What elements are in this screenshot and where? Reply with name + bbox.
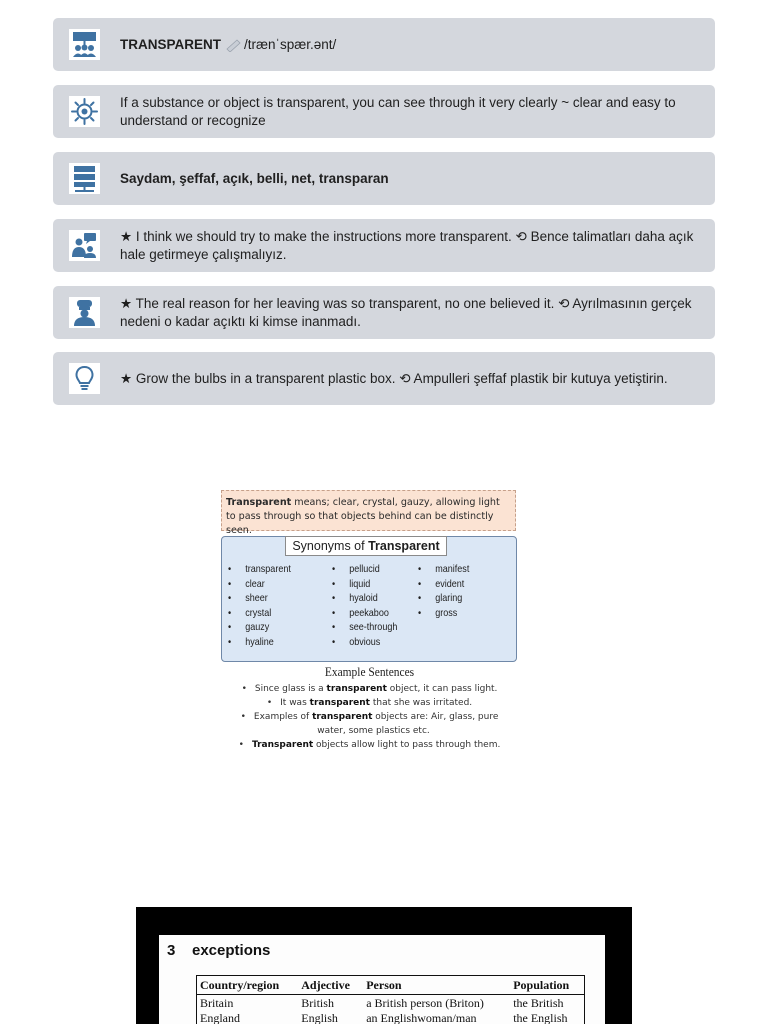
server-stack-icon [69,163,100,194]
synonym-item: • peekaboo [332,606,397,621]
table-cell: a British person (Briton) [366,996,484,1010]
table-scan [136,907,632,1024]
examples-title: Example Sentences [324,664,415,679]
example-card-2 [53,286,715,339]
definition-card [53,85,715,138]
chef-icon [69,297,100,328]
table-body [197,995,585,1024]
nationality-table [196,975,585,1024]
synonym-item: • hyaline [228,635,291,650]
example-line [221,696,518,710]
example-text: water, some plastics etc. [317,726,430,736]
highlighted-word: transparent [326,684,387,694]
column-header: Adjective [298,976,363,995]
table-cell: Britain [197,995,299,1011]
example-text: Examples of [253,712,313,722]
translation-text: Saydam, şeffaf, açık, belli, net, transparan [120,170,389,186]
table-cell: British [301,996,334,1010]
example-line [221,710,518,724]
synonym-item: • manifest [418,562,469,577]
synonym-item: • liquid [332,577,397,592]
table-header-row [197,976,585,995]
section-number: 3 [167,942,176,959]
table-cell: English [301,1011,338,1024]
synonym-column-1 [228,562,301,650]
synonym-item: • hyaloid [332,591,397,606]
pronunciation: /trænˈspær.ənt/ [244,36,337,52]
highlighted-word: transparent [309,698,370,708]
table-cell: an Englishwoman/man [366,1011,477,1024]
teacher-chat-icon [69,230,100,261]
word-card [53,18,715,71]
example-sentence: ★ I think we should try to make the instructions more transparent. ⟲ Bence talimatları daha açık hale getirmeye çalışmalıyız. [120,228,694,262]
synonym-item: • pellucid [332,562,397,577]
textbook-page [159,935,605,1024]
table-cell: England [197,1010,299,1024]
sun-gear-icon [69,96,100,127]
bullet: • [238,740,244,750]
bullet: • [266,698,273,708]
table-cell: the British [510,995,584,1011]
bullet: • [241,684,247,694]
definition-text: If a substance or object is transparent, you can see through it very clearly ~ clear and easy to understand or recognize [120,94,676,128]
example-text: objects are: Air, glass, pure [372,712,499,722]
headword: TRANSPARENT [120,36,221,52]
column-header: Population [510,976,584,995]
table-cell: the English [510,1010,584,1024]
synonym-item: • see-through [332,620,397,635]
pencil-icon [225,38,243,52]
lightbulb-icon [69,363,100,394]
example-text: object, it can pass light. [386,684,498,694]
definition-term: Transparent [226,497,292,508]
example-text: objects allow light to pass through them. [313,740,501,750]
definition-box [221,490,516,536]
column-header: Country/region [197,976,299,995]
example-line [221,682,518,696]
example-line [221,738,518,752]
synonym-item: • obvious [332,635,397,650]
synonym-item: • clear [228,577,291,592]
synonym-item: • gauzy [228,620,291,635]
word-heading [120,18,707,71]
synonyms-box [221,536,517,662]
example-card-3 [53,352,715,405]
synonym-item: • gross [418,606,469,621]
translation-card [53,152,715,205]
bullet: • [240,712,246,722]
synonym-item: • glaring [418,591,469,606]
synonym-column-2 [332,562,408,650]
column-header: Person [363,976,510,995]
definition-body: means; clear, crystal, gauzy, allowing light to pass through so that objects behind can be distinctly seen. [226,497,500,536]
section-title: exceptions [192,942,271,959]
table-row [197,995,585,1011]
synonym-item: • evident [418,577,469,592]
synonym-item: • crystal [228,606,291,621]
example-sentence: ★ Grow the bulbs in a transparent plastic box. ⟲ Ampulleri şeffaf plastik bir kutuya yetiştirin. [120,370,668,386]
example-sentence: ★ The real reason for her leaving was so transparent, no one believed it. ⟲ Ayrılmasının gerçek nedeni o kadar açıktı ki kimse inanmadı. [120,295,692,329]
synonyms-title: Synonyms of Transparent [285,536,447,556]
example-card-1 [53,219,715,272]
example-line [221,724,518,738]
example-text: Since glass is a [254,684,327,694]
table-row [197,1010,585,1024]
presentation-group-icon [69,29,100,60]
synonym-item: • transparent [228,562,291,577]
synonym-column-3 [418,562,478,620]
example-text: It was [280,698,310,708]
example-text: that she was irritated. [370,698,473,708]
synonym-item: • sheer [228,591,291,606]
highlighted-word: transparent [312,712,373,722]
highlighted-word: Transparent [251,740,314,750]
